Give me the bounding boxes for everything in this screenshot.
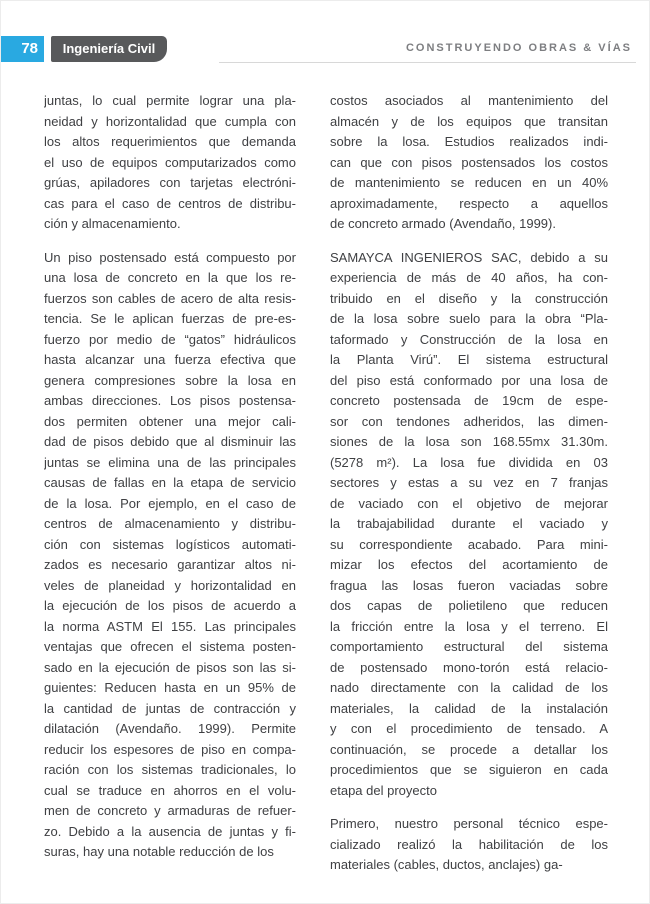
text-line: concreto postensada de 19cm de espe- <box>330 393 608 408</box>
text-line: Primero, nuestro personal técnico espe- <box>330 816 608 831</box>
text-line: dos permiten obtener una mejor cali- <box>44 413 296 429</box>
text-line: Un piso postensado está compuesto por <box>44 249 296 265</box>
text-line: causas de fallas en la etapa de servicio <box>44 475 296 490</box>
paragraph <box>330 814 608 876</box>
text-line: sor con tendones adheridos, las dimen- <box>330 413 608 429</box>
section-tab: Ingeniería Civil <box>51 36 167 62</box>
left-column <box>44 91 296 876</box>
text-line: men de concreto y armaduras de refuer- <box>44 803 296 818</box>
text-line: ventajas que ofrecen el sistema posten- <box>44 639 296 654</box>
page-number-badge: 78 <box>1 36 44 62</box>
text-line: de postensado mono-torón está relacio- <box>330 659 608 675</box>
text-line: de la losa sobre suelo para la obra “Pla- <box>330 311 608 326</box>
text-line: tribuido en el diseño y la construcción <box>330 290 608 306</box>
text-line: SAMAYCA INGENIEROS SAC, debido a su <box>330 249 608 265</box>
text-line: hasta alcanzar una fuerza efectiva que <box>44 352 296 367</box>
text-line: experiencia de más de 40 años, ha con- <box>330 270 608 285</box>
text-line: la Planta Virú”. El sistema estructural <box>330 352 608 367</box>
right-column <box>330 91 608 876</box>
text-line: suras, hay una notable reducción de los <box>44 844 274 859</box>
text-line: los altos requerimientos que demanda <box>44 134 296 149</box>
text-line: can que con pisos postensados los costos <box>330 154 608 170</box>
text-line: cual se traduce en ahorros en el volu- <box>44 782 296 798</box>
text-line: cas para el caso de centros de distribu- <box>44 195 296 211</box>
text-line: cializado realizó la habilitación de los <box>330 836 608 852</box>
text-line: (5278 m²). La losa fue dividida en 03 <box>330 454 608 470</box>
text-line: mizar los efectos del acortamiento de <box>330 557 608 572</box>
text-line: continuación, se procede a detallar los <box>330 741 608 757</box>
text-line: tencia. Se le aplican fuerzas de pre-es- <box>44 311 296 326</box>
text-line: procedimientos que se siguieron en cada <box>330 762 608 777</box>
text-line: grúas, apiladores con tarjetas electróni- <box>44 175 296 190</box>
text-line: fuerzos son cables de acero de alta resis- <box>44 290 296 306</box>
text-line: taformado y Construcción de la losa en <box>330 331 608 347</box>
text-line: el uso de equipos computarizados como <box>44 154 296 170</box>
text-line: la norma ASTM El 155. Las principales <box>44 618 296 634</box>
text-line: de vaciado con el objetivo de mejorar <box>330 495 608 511</box>
text-line: la ejecución de los pisos de acuerdo a <box>44 598 296 613</box>
text-line: su correspondiente acabado. Para mini- <box>330 536 608 552</box>
article-body <box>44 91 606 876</box>
text-line: reducir los espesores de piso en compa- <box>44 741 296 757</box>
text-line: costos asociados al mantenimiento del <box>330 93 608 108</box>
text-line: ración con los sistemas tradicionales, lo <box>44 762 296 777</box>
text-line: sectores y estas a su vez en 7 franjas <box>330 475 608 490</box>
publication-title: CONSTRUYENDO OBRAS & VÍAS <box>405 42 632 54</box>
page-header <box>1 36 649 62</box>
paragraph <box>44 91 296 235</box>
header-rule <box>219 62 636 63</box>
text-line: materiales, la calidad de la instalación <box>330 700 608 716</box>
text-line: veles de planeidad y horizontalidad en <box>44 577 296 593</box>
text-line: etapa del proyecto <box>330 782 437 798</box>
text-line: de mantenimiento se reducen en un 40% <box>330 175 608 190</box>
text-line: de la losa. Por ejemplo, en el caso de <box>44 495 296 511</box>
text-line: neidad y horizontalidad que cumpla con <box>44 113 296 129</box>
text-line: aproximadamente, respecto a aquellos <box>330 195 608 211</box>
text-line: almacén y de los equipos que transitan <box>330 113 608 129</box>
text-line: la trabajabilidad durante el vaciado y <box>330 516 608 531</box>
text-line: y con el procedimiento de tensado. A <box>330 721 608 736</box>
paragraph <box>44 248 296 863</box>
text-line: ción con sistemas logísticos automati- <box>44 536 296 552</box>
text-line: guientes: Reducen hasta en un 95% de <box>44 680 296 695</box>
text-line: sobre la losa. Estudios realizados indi- <box>330 134 608 149</box>
text-line: centros de almacenamiento y distribu- <box>44 516 296 531</box>
text-line: la fricción entre la losa y el terreno. El <box>330 618 608 634</box>
text-line: dad de pisos debido que al disminuir las <box>44 434 296 449</box>
paragraph <box>330 248 608 802</box>
text-line: sado en la ejecución de pisos son las si- <box>44 659 296 675</box>
text-line: ción y almacenamiento. <box>44 216 181 231</box>
text-line: juntas se elimina una de las principales <box>44 454 296 470</box>
text-line: una losa de concreto en la que los re- <box>44 270 296 285</box>
text-line: genera compresiones sobre la losa en <box>44 372 296 388</box>
text-line: dos capas de polietileno que reducen <box>330 598 608 613</box>
text-line: ambas direcciones. Los pisos postensa- <box>44 393 296 408</box>
text-line: materiales (cables, ductos, anclajes) ga- <box>330 857 563 872</box>
text-line: siones de la losa son 168.55mx 31.30m. <box>330 434 608 449</box>
text-line: zados es necesario garantizar altos ni- <box>44 557 296 572</box>
text-line: la cantidad de juntas de contracción y <box>44 700 296 716</box>
text-line: juntas, lo cual permite lograr una pla- <box>44 93 296 108</box>
text-line: fuerzo por medio de “gatos” hidráulicos <box>44 331 296 347</box>
text-line: fragua las losas fueron vaciadas sobre <box>330 577 608 593</box>
text-line: comportamiento estructural del sistema <box>330 639 608 654</box>
text-line: del piso está conformado por una losa de <box>330 372 608 388</box>
text-line: zo. Debido a la ausencia de juntas y fi- <box>44 823 296 839</box>
text-line: dilatación (Avendaño. 1999). Permite <box>44 721 296 736</box>
text-line: de concreto armado (Avendaño, 1999). <box>330 216 556 231</box>
text-line: nado directamente con la calidad de los <box>330 680 608 695</box>
paragraph <box>330 91 608 235</box>
